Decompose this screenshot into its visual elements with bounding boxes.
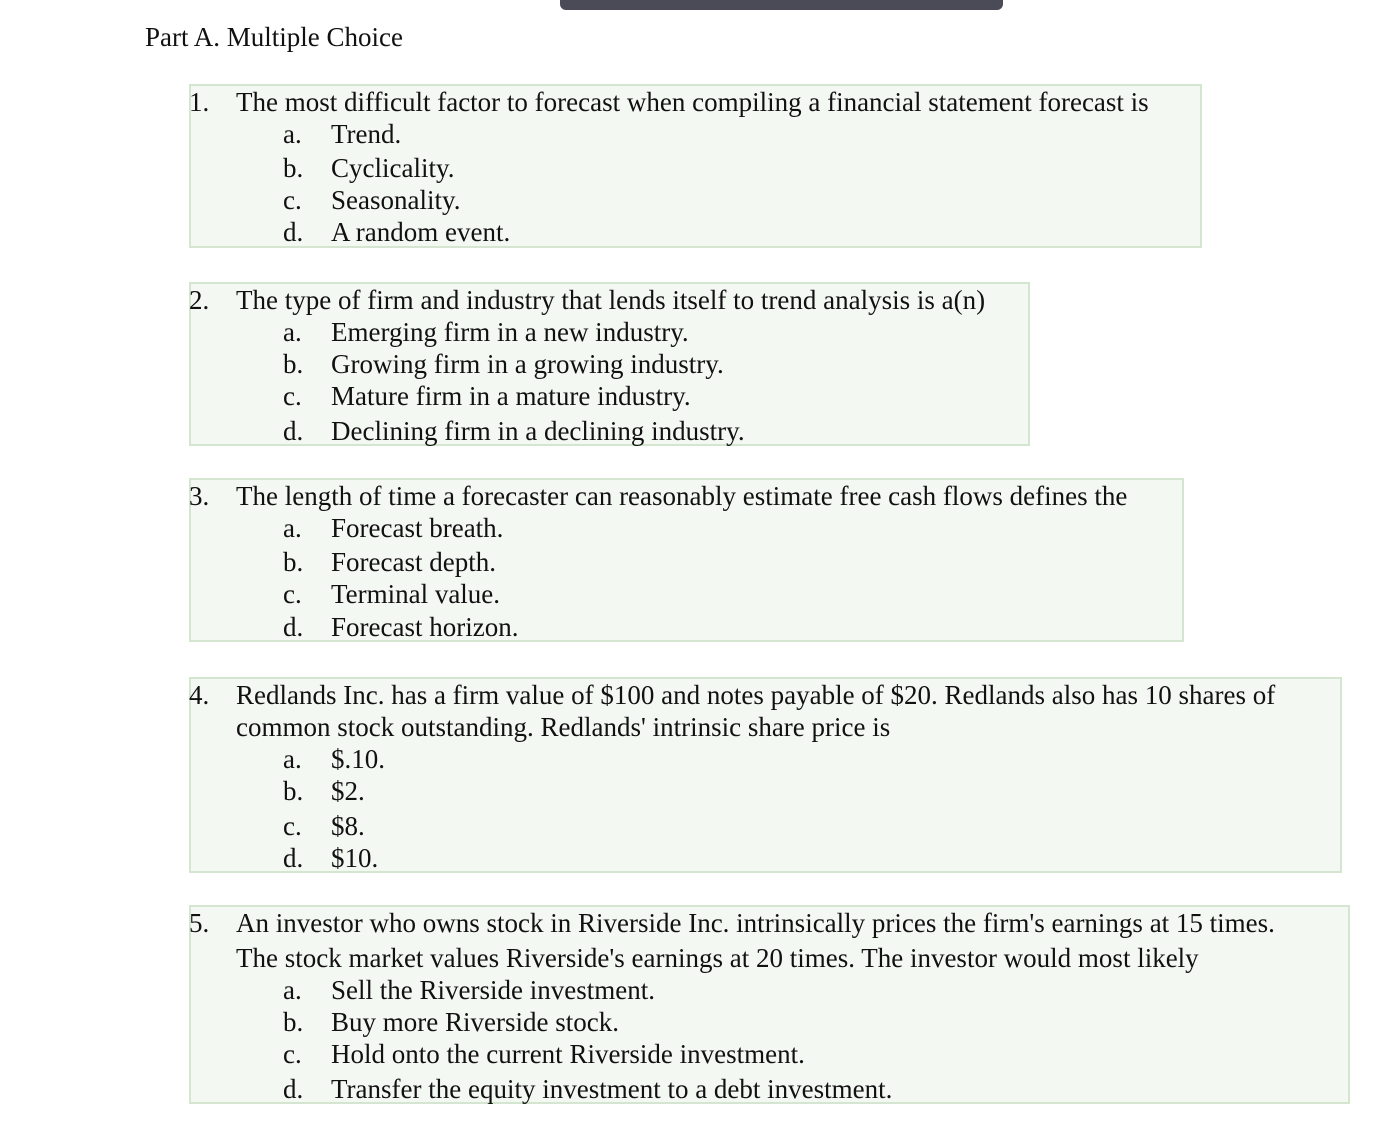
option-letter: a.: [283, 513, 302, 543]
option-letter: d.: [283, 612, 304, 642]
option-letter: a.: [283, 119, 302, 149]
option-text: Seasonality.: [331, 185, 461, 215]
option-text: Terminal value.: [331, 579, 501, 609]
option-letter: c.: [283, 381, 302, 411]
question-3: [189, 478, 1184, 642]
option-text: Forecast depth.: [331, 547, 496, 577]
question-number: 5.: [189, 908, 210, 938]
option-letter: a.: [283, 975, 302, 1005]
option-letter: d.: [283, 217, 304, 247]
question-stem: Redlands Inc. has a firm value of $100 and notes payable of $20. Redlands also has 10 shares of: [236, 680, 1276, 710]
question-stem: The type of firm and industry that lends itself to trend analysis is a(n): [236, 285, 986, 315]
option-text: Hold onto the current Riverside investment.: [331, 1039, 805, 1069]
option-letter: d.: [283, 416, 304, 446]
option-text: Transfer the equity investment to a debt investment.: [331, 1074, 893, 1104]
option-letter: b.: [283, 1007, 304, 1037]
option-letter: b.: [283, 349, 304, 379]
option-text: $.10.: [331, 744, 385, 774]
option-letter: c.: [283, 1039, 302, 1069]
question-number: 2.: [189, 285, 210, 315]
option-letter: c.: [283, 579, 302, 609]
option-text: A random event.: [331, 217, 511, 247]
option-text: Growing firm in a growing industry.: [331, 349, 724, 379]
question-2: [189, 282, 1030, 446]
option-text: Sell the Riverside investment.: [331, 975, 655, 1005]
option-letter: b.: [283, 776, 304, 806]
option-text: Cyclicality.: [331, 153, 455, 183]
top-toolbar-bar: [560, 0, 1003, 10]
option-letter: b.: [283, 547, 304, 577]
option-letter: b.: [283, 153, 304, 183]
option-letter: a.: [283, 744, 302, 774]
option-text: $10.: [331, 843, 379, 873]
option-text: Mature firm in a mature industry.: [331, 381, 691, 411]
option-letter: d.: [283, 843, 304, 873]
question-1: [189, 84, 1202, 248]
option-text: Forecast horizon.: [331, 612, 519, 642]
question-stem: The stock market values Riverside's earnings at 20 times. The investor would most likely: [236, 943, 1199, 973]
option-letter: c.: [283, 185, 302, 215]
question-stem: An investor who owns stock in Riverside Inc. intrinsically prices the firm's earnings at 15 times.: [236, 908, 1275, 938]
option-text: Trend.: [331, 119, 402, 149]
question-number: 1.: [189, 87, 210, 117]
option-text: $2.: [331, 776, 365, 806]
question-stem: The length of time a forecaster can reasonably estimate free cash flows defines the: [236, 481, 1128, 511]
option-text: Forecast breath.: [331, 513, 504, 543]
question-4: [189, 677, 1342, 873]
option-letter: a.: [283, 317, 302, 347]
question-5: [189, 905, 1350, 1104]
question-stem: common stock outstanding. Redlands' intrinsic share price is: [236, 712, 891, 742]
option-text: $8.: [331, 811, 365, 841]
section-title: Part A. Multiple Choice: [145, 22, 403, 52]
option-text: Declining firm in a declining industry.: [331, 416, 745, 446]
question-stem: The most difficult factor to forecast when compiling a financial statement forecast is: [236, 87, 1149, 117]
option-letter: d.: [283, 1074, 304, 1104]
option-letter: c.: [283, 811, 302, 841]
question-number: 4.: [189, 680, 210, 710]
option-text: Buy more Riverside stock.: [331, 1007, 619, 1037]
question-number: 3.: [189, 481, 210, 511]
option-text: Emerging firm in a new industry.: [331, 317, 689, 347]
